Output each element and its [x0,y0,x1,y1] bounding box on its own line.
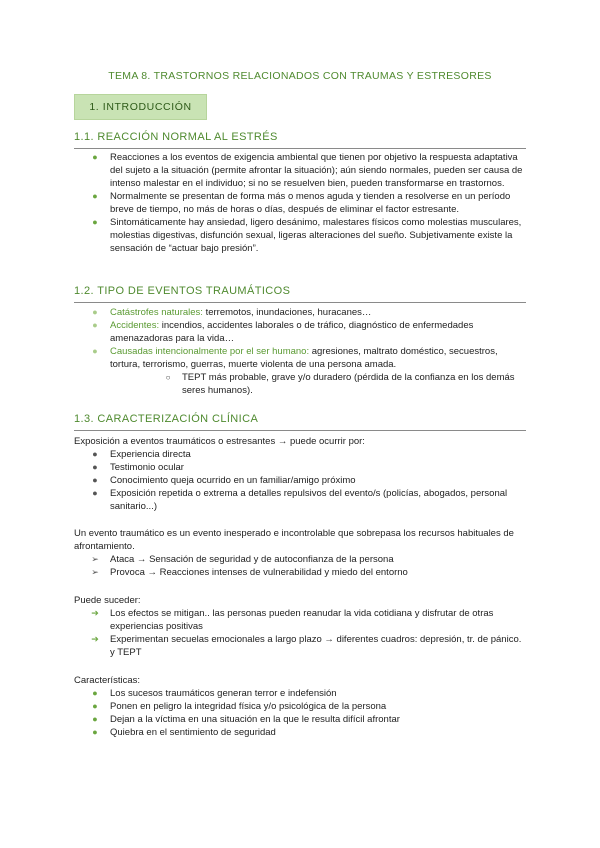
list-item: ● Accidentes: incendios, accidentes laborales o de tráfico, diagnóstico de enfermedades amenazadoras para la vida… [74,319,526,345]
bullet-icon: ● [92,714,98,724]
arrow-icon: ➔ [91,608,99,618]
can-happen-label: Puede suceder: [74,595,141,606]
bullet-icon: ● [92,462,98,472]
arrow-icon: ➔ [91,634,99,644]
bullet-icon: ● [92,307,98,317]
bullet-icon: ● [92,688,98,698]
list-item: ● Causadas intencionalmente por el ser humano: agresiones, maltrato doméstico, secuestros, tortura, terrorismo, guerras, muerte violenta de una persona amada. ○ TEPT más probable, grave y/o duradero (pérdida de la confianza en los demás seres humanos). [74,345,526,397]
can-happen-block [74,594,526,659]
characteristics-label: Características: [74,675,140,686]
characteristics-block [74,674,526,739]
list-item: ● Sintomáticamente hay ansiedad, ligero desánimo, malestares físicos como molestias musculares, molestias digestivas, disfunción sexual, ligeras alteraciones del sueño. Subjetivamente existe la sensación de “actuar bajo presión”. [74,216,526,255]
definition-block [74,527,526,579]
sub-list-item: ○ TEPT más probable, grave y/o duradero (pérdida de la confianza en los demás seres humanos). [110,371,526,397]
bullet-icon: ● [92,475,98,485]
bullet-icon: ● [92,449,98,459]
intro-heading: 1. INTRODUCCIÓN [89,101,192,113]
intro-heading-box [74,94,207,120]
section-1-2-body [74,306,526,397]
hollow-bullet-icon: ○ [165,373,171,382]
list-item: ● Normalmente se presentan de forma más o menos aguda y tienden a resolverse en un período breve de tiempo, no más de horas o días, después de eliminar el factor estresante. [74,190,526,216]
list-item: ● Ponen en peligro la integridad física y/o psicológica de la persona [74,700,526,713]
bullet-icon: ● [92,217,98,227]
chevron-icon: ➢ [91,554,99,564]
list-item: ● Quiebra en el sentimiento de seguridad [74,726,526,739]
bullet-icon: ● [92,191,98,201]
section-1-1-body [74,151,526,255]
chevron-icon: ➢ [91,567,99,577]
bullet-icon: ● [92,488,98,498]
list-item: ➢ Ataca → Sensación de seguridad y de autoconfianza de la persona [74,553,526,566]
bullet-icon: ● [92,727,98,737]
list-item: ● Catástrofes naturales: terremotos, inundaciones, huracanes… [74,306,526,319]
list-item: ● Dejan a la víctima en una situación en la que le resulta difícil afrontar [74,713,526,726]
section-1-2-list [74,306,526,397]
bullet-icon: ● [92,152,98,162]
list-item: ● Testimonio ocular [74,461,526,474]
list-item: ➔ Los efectos se mitigan.. las personas pueden reanudar la vida cotidiana y disfrutar de otras experiencias positivas [74,607,526,633]
exposure-list [74,448,526,513]
bullet-icon: ● [92,701,98,711]
section-1-1-heading: 1.1. REACCIÓN NORMAL AL ESTRÉS [74,131,526,149]
definition-text: Un evento traumático es un evento inesperado e incontrolable que sobrepasa los recursos habituales de afrontamiento. [74,528,514,552]
definition-list [74,553,526,579]
section-1-2-heading: 1.2. TIPO DE EVENTOS TRAUMÁTICOS [74,285,526,303]
exposure-intro: Exposición a eventos traumáticos o estresantes → puede ocurrir por: [74,436,365,447]
section-1-3-heading: 1.3. CARACTERIZACIÓN CLÍNICA [74,413,526,431]
list-item: ● Conocimiento queja ocurrido en un familiar/amigo próximo [74,474,526,487]
characteristics-list [74,687,526,739]
document-title: TEMA 8. TRASTORNOS RELACIONADOS CON TRAUMAS Y ESTRESORES [108,70,492,82]
list-item: ● Exposición repetida o extrema a detalles repulsivos del evento/s (policías, abogados, personal sanitario...) [74,487,526,513]
list-item: ➢ Provoca → Reacciones intenses de vulnerabilidad y miedo del entorno [74,566,526,579]
bullet-icon: ● [92,320,98,330]
section-1-3-body [74,435,526,513]
can-happen-list [74,607,526,659]
section-1-2-sublist [110,371,526,397]
bullet-icon: ● [92,346,98,356]
list-item: ➔ Experimentan secuelas emocionales a largo plazo → diferentes cuadros: depresión, tr. de pánico. y TEPT [74,633,526,659]
list-item: ● Reacciones a los eventos de exigencia ambiental que tienen por objetivo la respuesta adaptativa del sujeto a la situación (permite afrontar la situación); aún siendo normales, pueden ser causa de intenso malestar en el individuo; si no se resuelven bien, pueden transformarse en trastornos. [74,151,526,190]
list-item: ● Los sucesos traumáticos generan terror e indefensión [74,687,526,700]
section-1-1-list [74,151,526,255]
list-item: ● Experiencia directa [74,448,526,461]
